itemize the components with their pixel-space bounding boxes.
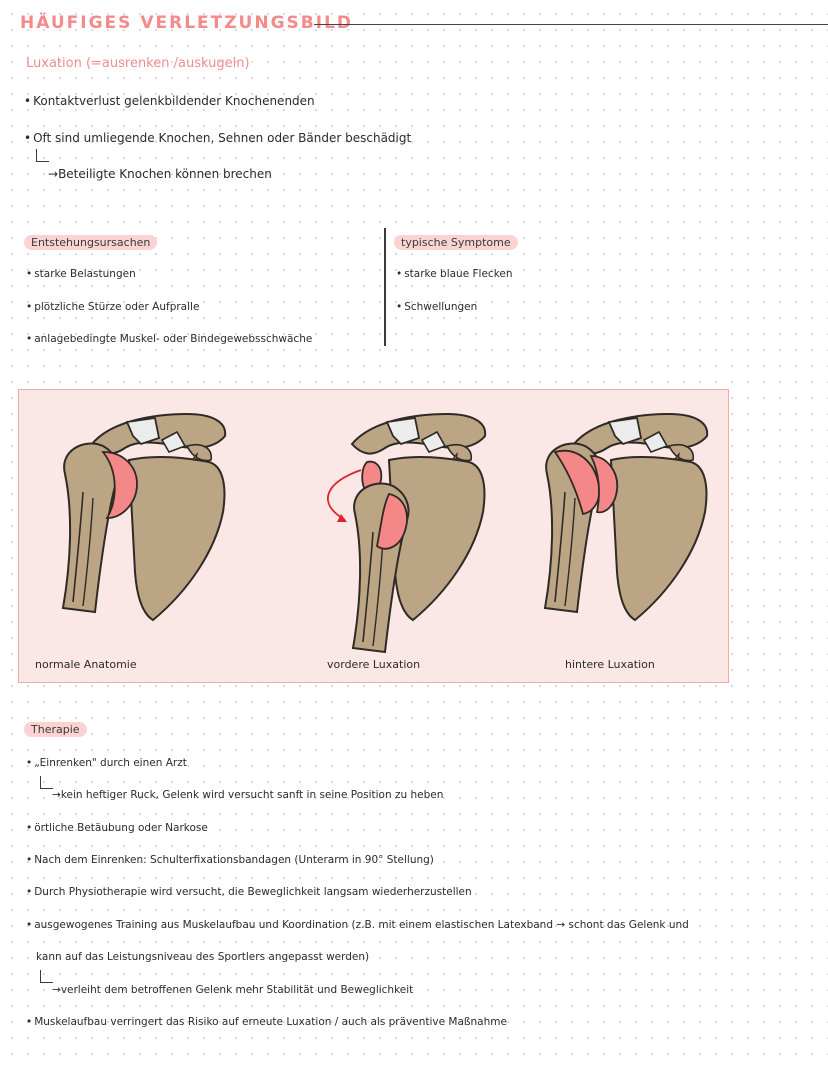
therapy-item-1-sub	[52, 789, 443, 801]
therapy-item-6: • Muskelaufbau verringert das Risiko auf erneute Luxation / auch als präventive Maßnahme	[26, 1016, 507, 1028]
causes-heading: Entstehungsursachen	[24, 235, 157, 250]
shoulder-illustrations	[19, 390, 727, 681]
anterior-dislocation-drawing	[328, 414, 485, 652]
subtitle: Luxation (=ausrenken /auskugeln)	[26, 56, 250, 71]
caption-normal: normale Anatomie	[35, 658, 137, 671]
therapy-item-5-line-1: • ausgewogenes Training aus Muskelaufbau und Koordination (z.B. mit einem elastischen Latexband → schont das Gelenk und	[26, 919, 689, 931]
therapy-item-1: • „Einrenken" durch einen Arzt	[26, 757, 187, 769]
title-underline	[314, 24, 828, 25]
therapy-item-5-sub	[52, 984, 413, 996]
cause-item: • plötzliche Stürze oder Aufpralle	[26, 301, 199, 313]
arrow-right-icon: →	[52, 984, 61, 996]
therapy-item-5-line-2: kann auf das Leistungsniveau des Sportlers angepasst werden)	[36, 951, 370, 963]
therapy-item-1-sub-text: kein heftiger Ruck, Gelenk wird versucht sanft in seine Position zu heben	[60, 789, 444, 801]
therapy-item-3: • Nach dem Einrenken: Schulterfixationsbandagen (Unterarm in 90° Stellung)	[26, 854, 434, 866]
therapy-item-2: • örtliche Betäubung oder Narkose	[26, 822, 208, 834]
arrow-hook-icon	[36, 149, 49, 162]
therapy-item-4: • Durch Physiotherapie wird versucht, die Beweglichkeit langsam wiederherzustellen	[26, 886, 472, 898]
intro-point-2-sub-text: Beteiligte Knochen können brechen	[58, 167, 272, 181]
column-divider	[384, 228, 386, 346]
intro-point-1: • Kontaktverlust gelenkbildender Knochenenden	[24, 94, 315, 108]
caption-anterior: vordere Luxation	[327, 658, 421, 671]
caption-posterior: hintere Luxation	[565, 658, 655, 671]
therapy-heading: Therapie	[24, 722, 87, 737]
symptom-item: • Schwellungen	[396, 301, 477, 313]
cause-item: • anlagebedingte Muskel- oder Bindegewebsschwäche	[26, 333, 312, 345]
page-title: HÄUFIGES VERLETZUNGSBILD	[20, 13, 354, 33]
arrow-right-icon: →	[48, 167, 59, 181]
cause-item: • starke Belastungen	[26, 268, 136, 280]
arrow-right-icon: →	[52, 789, 61, 801]
posterior-dislocation-drawing	[545, 414, 707, 620]
normal-anatomy-drawing	[63, 414, 225, 620]
intro-point-2-sub	[48, 167, 272, 181]
therapy-item-5-sub-text: verleiht dem betroffenen Gelenk mehr Stabilität und Beweglichkeit	[60, 984, 414, 996]
arrow-hook-icon	[40, 970, 53, 983]
symptoms-heading: typische Symptome	[394, 235, 518, 250]
intro-point-2: • Oft sind umliegende Knochen, Sehnen oder Bänder beschädigt	[24, 131, 411, 145]
anatomy-figure-box	[18, 389, 729, 683]
symptom-item: • starke blaue Flecken	[396, 268, 513, 280]
arrow-hook-icon	[40, 776, 53, 789]
